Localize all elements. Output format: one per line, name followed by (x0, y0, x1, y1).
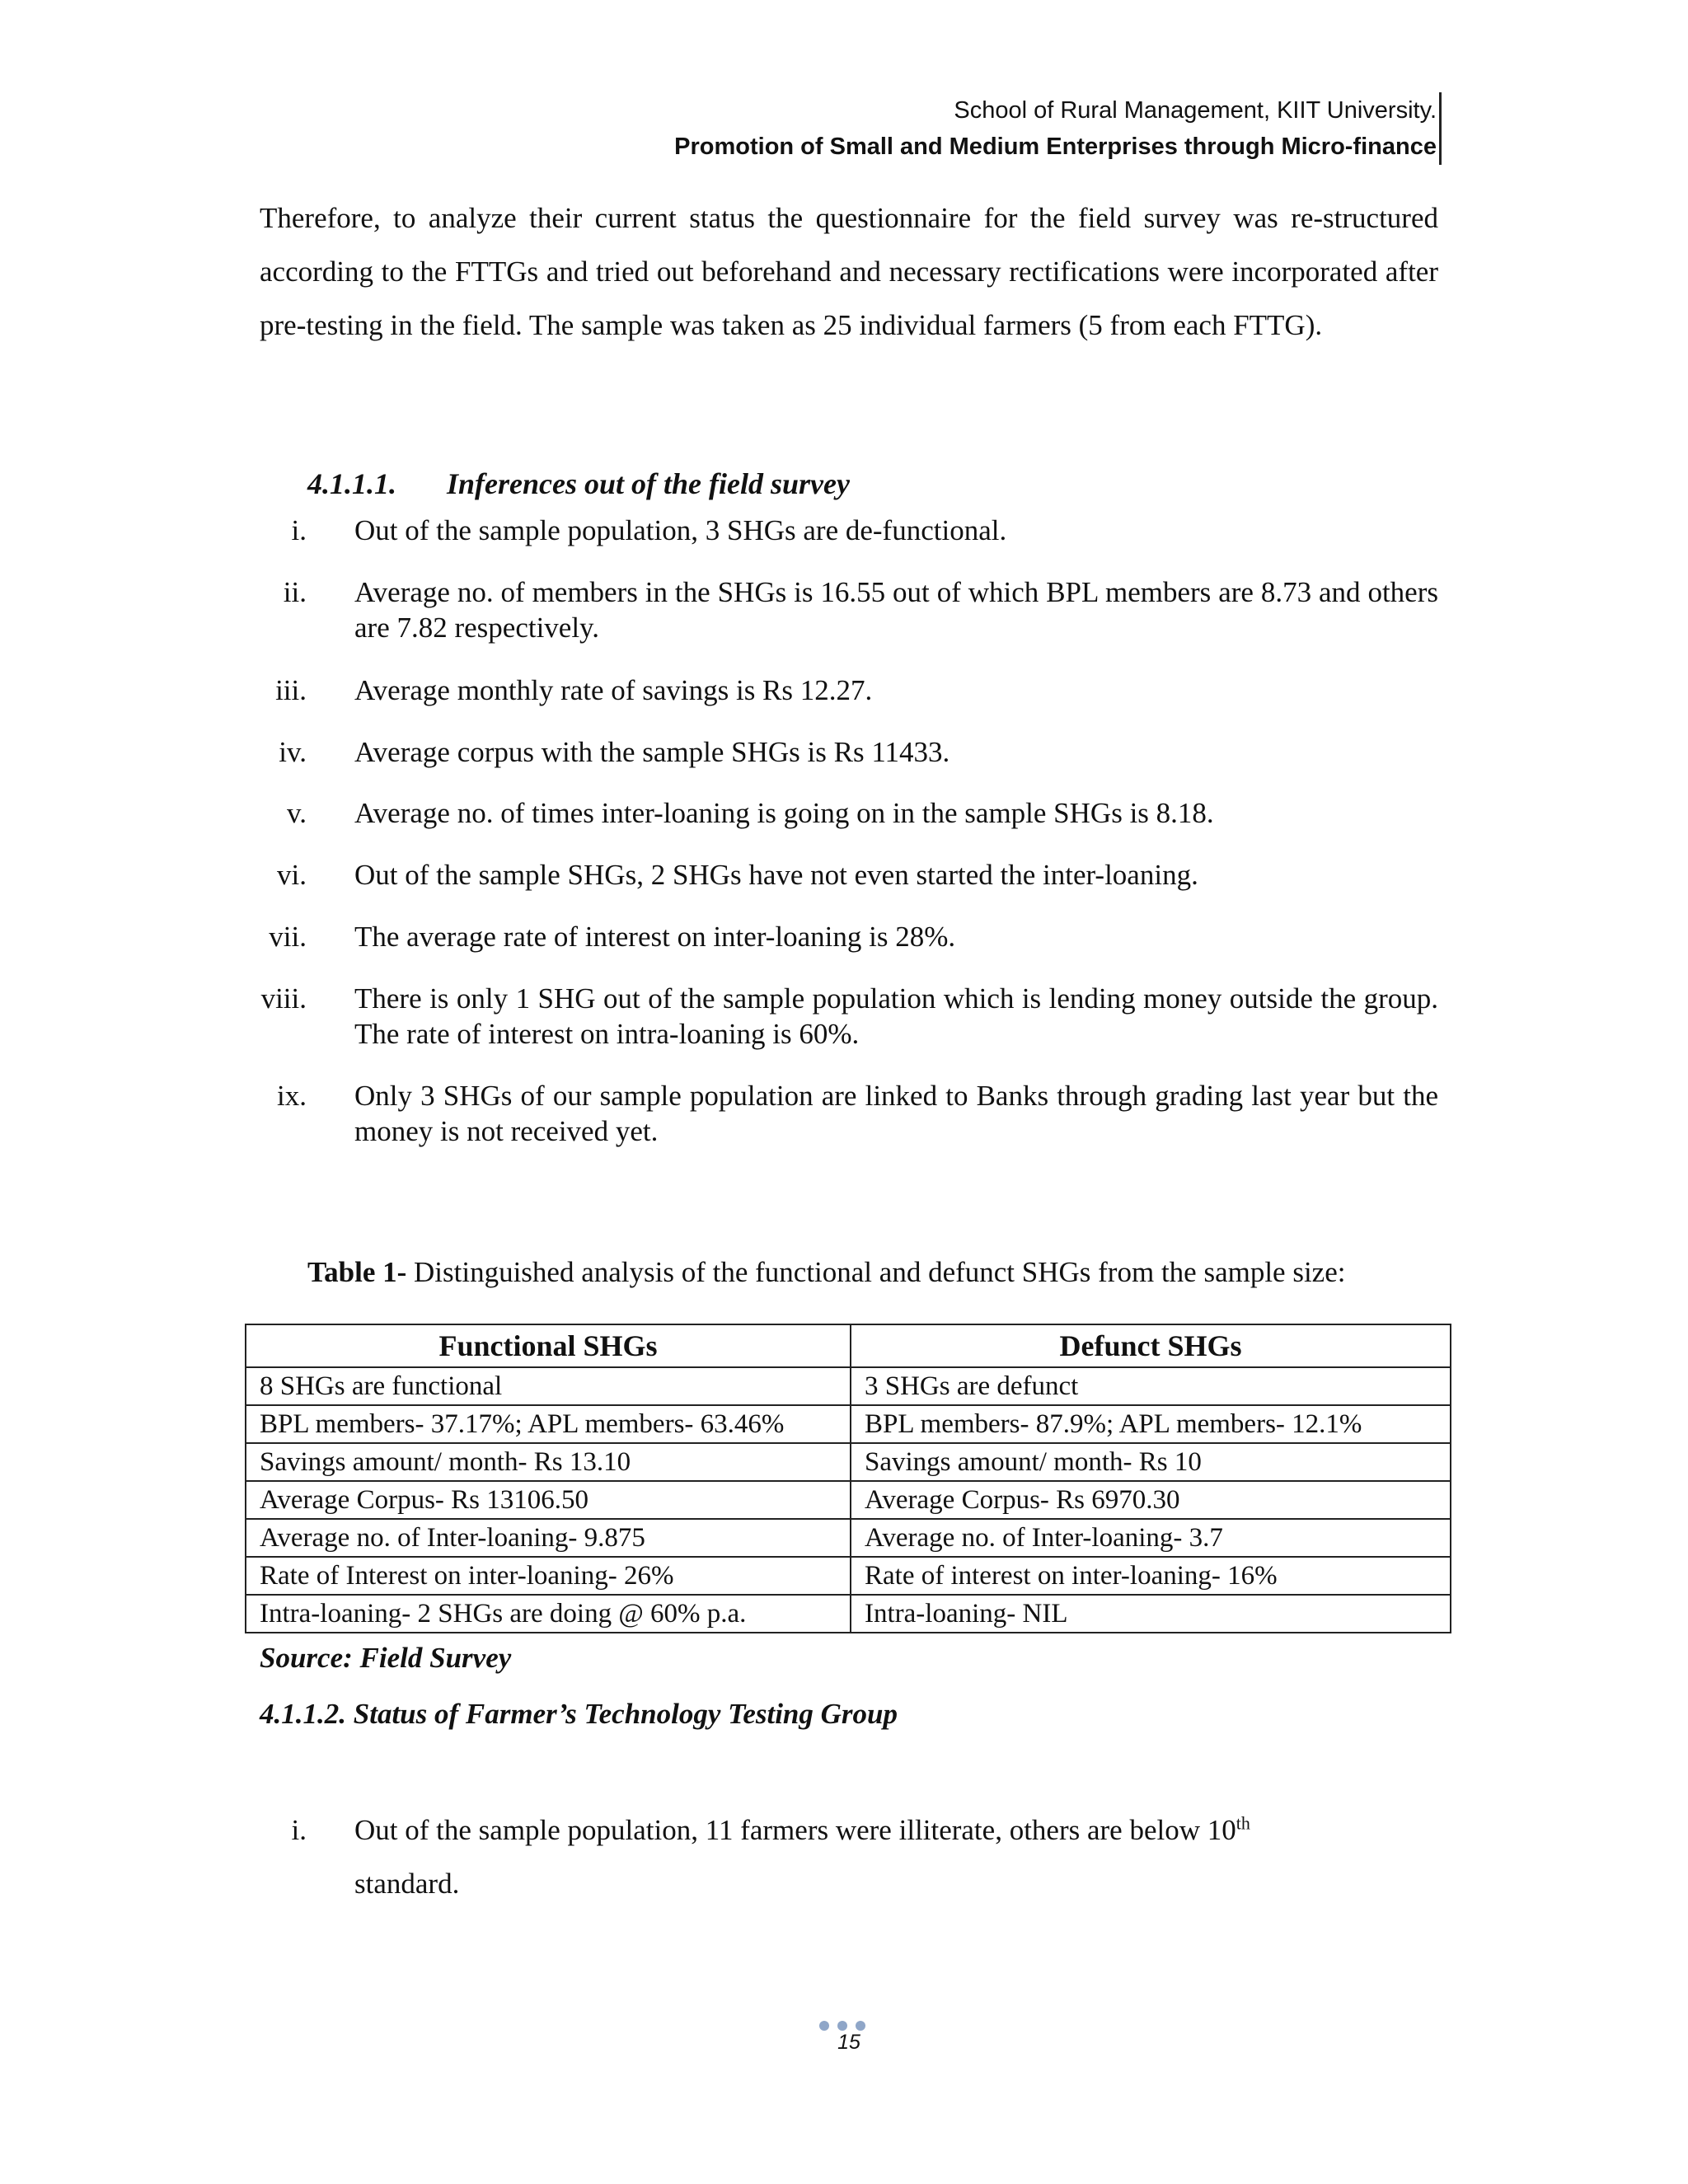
header-institution: School of Rural Management, KIIT University. (954, 97, 1437, 124)
list-item-text-continued: standard. (354, 1868, 460, 1900)
table-source: Source: Field Survey (260, 1642, 512, 1674)
list-item-text: Average corpus with the sample SHGs is Rs 11433. (354, 736, 950, 768)
section-title: Inferences out of the field survey (447, 467, 850, 500)
footer-dot (819, 2021, 829, 2031)
list-item-number: i. (291, 514, 307, 546)
ordinal-suffix: th (1236, 1812, 1250, 1834)
table-row (246, 1557, 1451, 1595)
table-row (246, 1595, 1451, 1633)
list-item-number: iv. (279, 736, 307, 768)
list-item-text: Average no. of times inter-loaning is going on in the sample SHGs is 8.18. (354, 797, 1214, 829)
section-title-fttg: 4.1.1.2. Status of Farmer’s Technology Testing Group (260, 1698, 898, 1730)
list-item-number: ix. (277, 1080, 307, 1112)
list-item-number: i. (291, 1814, 307, 1846)
table-cell: Average Corpus- Rs 6970.30 (851, 1481, 1451, 1519)
list-item-number: iii. (275, 674, 307, 706)
table-row (246, 1519, 1451, 1557)
table-row (246, 1405, 1451, 1443)
list-item-text: Out of the sample SHGs, 2 SHGs have not even started the inter-loaning. (354, 859, 1198, 891)
table-cell: Rate of interest on inter-loaning- 16% (851, 1557, 1451, 1595)
intro-paragraph: Therefore, to analyze their current status the questionnaire for the field survey was re-structured according to the FTTGs and tried out beforehand and necessary rectifications were incorporated after pre-testing in the field. The sample was taken as 25 individual farmers (5 from each FTTG). (260, 202, 1438, 341)
table-cell: BPL members- 87.9%; APL members- 12.1% (851, 1405, 1451, 1443)
table-header-row (246, 1324, 1451, 1367)
table-cell: Savings amount/ month- Rs 13.10 (246, 1443, 851, 1481)
list-item-number: vii. (269, 921, 307, 953)
footer-dot (837, 2021, 847, 2031)
table-row (246, 1443, 1451, 1481)
list-item-text-main: Out of the sample population, 11 farmers were illiterate, others are below 10 (354, 1814, 1236, 1846)
list-item-number: v. (287, 797, 307, 829)
list-item-number: ii. (283, 576, 307, 608)
section-number: 4.1.1.1. (307, 467, 396, 500)
table-row (246, 1367, 1451, 1405)
list-item-number: viii. (260, 982, 307, 1015)
table-caption (307, 1254, 1345, 1291)
table-cell: Intra-loaning- NIL (851, 1595, 1451, 1633)
table-cell: Average no. of Inter-loaning- 3.7 (851, 1519, 1451, 1557)
running-header (674, 92, 1437, 165)
page-number: 15 (837, 2031, 860, 2054)
table-cell: Savings amount/ month- Rs 10 (851, 1443, 1451, 1481)
table-caption-text: Distinguished analysis of the functional and defunct SHGs from the sample size: (406, 1256, 1346, 1288)
table-cell: Average no. of Inter-loaning- 9.875 (246, 1519, 851, 1557)
column-header-defunct: Defunct SHGs (851, 1324, 1451, 1367)
table-cell: BPL members- 37.17%; APL members- 63.46% (246, 1405, 851, 1443)
header-report-title: Promotion of Small and Medium Enterprises through Micro-finance (674, 134, 1437, 160)
table-caption-label: Table 1- (307, 1256, 407, 1288)
list-item-text: The average rate of interest on inter-loaning is 28%. (354, 921, 956, 953)
footer-dot (856, 2021, 865, 2031)
table-cell: Intra-loaning- 2 SHGs are doing @ 60% p.a. (246, 1595, 851, 1633)
list-item-text: There is only 1 SHG out of the sample population which is lending money outside the group. The rate of interest on intra-loaning is 60%. (354, 982, 1438, 1050)
shg-comparison-table (245, 1324, 1451, 1633)
column-header-functional: Functional SHGs (246, 1324, 851, 1367)
list-item-text (354, 1803, 1438, 1910)
table-cell: Average Corpus- Rs 13106.50 (246, 1481, 851, 1519)
table-cell: 3 SHGs are defunct (851, 1367, 1451, 1405)
list-item-number: vi. (277, 859, 307, 891)
table-row (246, 1481, 1451, 1519)
table-cell: Rate of Interest on inter-loaning- 26% (246, 1557, 851, 1595)
list-item-text: Out of the sample population, 3 SHGs are de-functional. (354, 514, 1007, 546)
list-item-text: Average monthly rate of savings is Rs 12.27. (354, 674, 873, 706)
header-divider (1439, 92, 1442, 165)
list-item-text: Only 3 SHGs of our sample population are linked to Banks through grading last year but the money is not received yet. (354, 1080, 1438, 1147)
table-cell: 8 SHGs are functional (246, 1367, 851, 1405)
list-item-text: Average no. of members in the SHGs is 16.55 out of which BPL members are 8.73 and others are 7.82 respectively. (354, 576, 1438, 644)
